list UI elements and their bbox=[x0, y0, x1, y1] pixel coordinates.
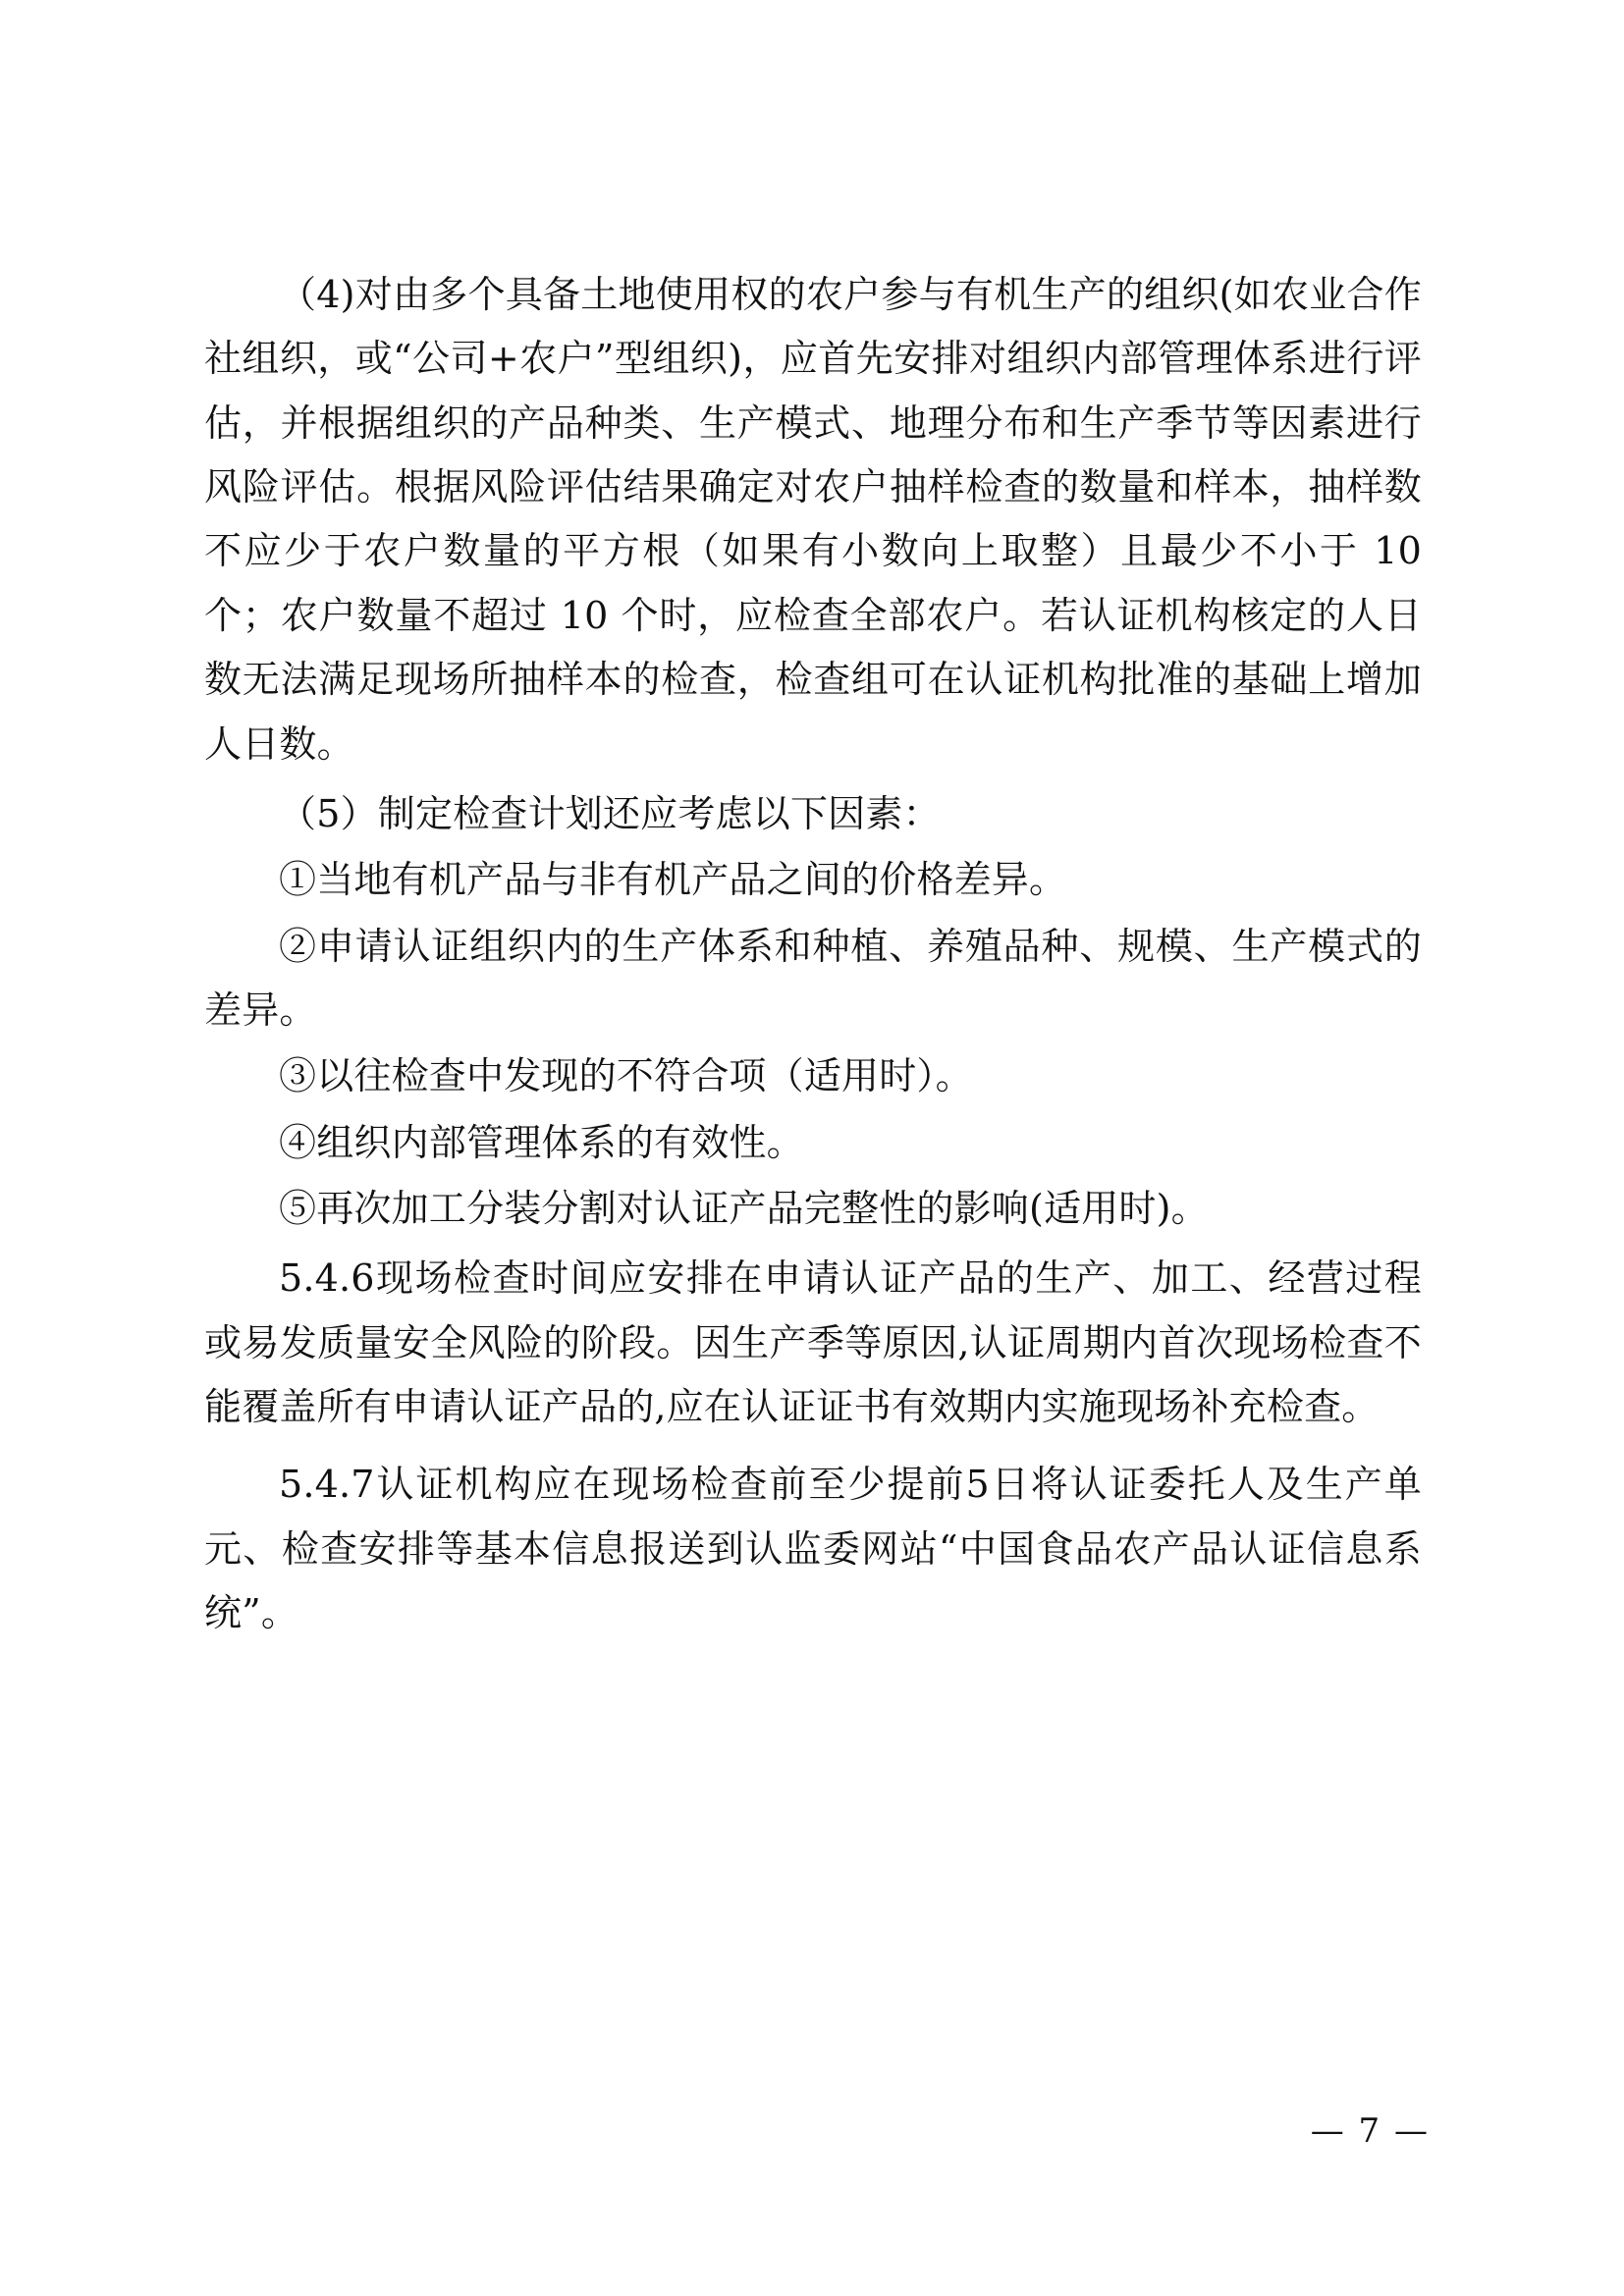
paragraph-clause-5-4-7: 5.4.7认证机构应在现场检查前至少提前5日将认证委托人及生产单元、检查安排等基本信息报送到认监委网站“中国食品农产品认证信息系统”。 bbox=[204, 1463, 1422, 1635]
paragraph-item-5-4: ④组织内部管理体系的有效性。 bbox=[279, 1120, 804, 1164]
page-number: — 7 — bbox=[1310, 2111, 1430, 2151]
paragraph-item-5-1: ①当地有机产品与非有机产品之间的价格差异。 bbox=[279, 858, 1067, 902]
page-body bbox=[204, 263, 1422, 1648]
paragraph-item-5-3: ③以往检查中发现的不符合项（适用时）。 bbox=[279, 1054, 973, 1098]
paragraph-clause-5-4-6: 5.4.6现场检查时间应安排在申请认证产品的生产、加工、经营过程或易发质量安全风险的阶段。因生产季等原因,认证周期内首次现场检查不能覆盖所有申请认证产品的,应在认证证书有效期内实施现场补充检查。 bbox=[204, 1256, 1422, 1429]
paragraph-item-5-5: ⑤再次加工分装分割对认证产品完整性的影响(适用时)。 bbox=[279, 1187, 1209, 1231]
paragraph-item-4: （4)对由多个具备土地使用权的农户参与有机生产的组织(如农业合作社组织，或“公司+农户”型组织)，应首先安排对组织内部管理体系进行评估，并根据组织的产品种类、生产模式、地理分布和生产季节等因素进行风险评估。根据风险评估结果确定对农户抽样检查的数量和样本，抽样数不应少于农户数量的平方根（如果有小数向上取整）且最少不小于 10 个；农户数量不超过 10 个时，应检查全部农户。若认证机构核定的人日数无法满足现场所抽样本的检查，检查组可在认证机构批准的基础上增加人日数。 bbox=[204, 273, 1422, 766]
paragraph-item-5: （5）制定检查计划还应考虑以下因素： bbox=[279, 791, 941, 835]
paragraph-item-5-2: ②申请认证组织内的生产体系和种植、养殖品种、规模、生产模式的差异。 bbox=[204, 924, 1422, 1032]
